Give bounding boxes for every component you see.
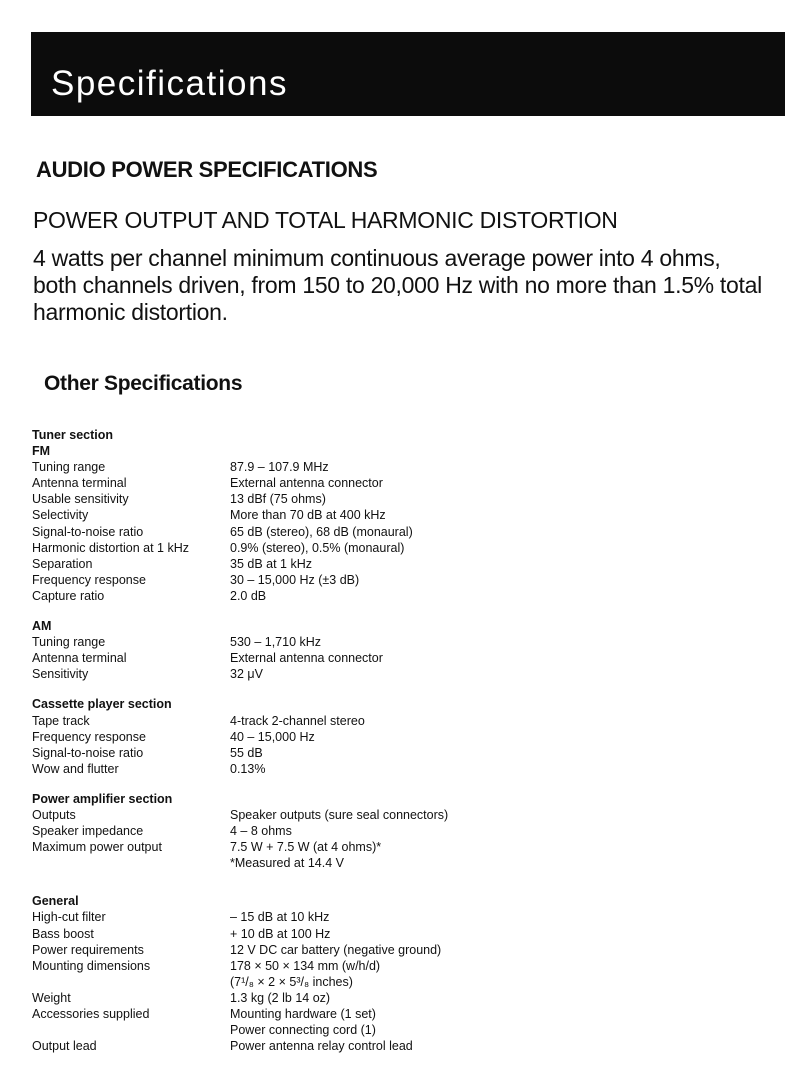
spec-row [32,909,592,925]
spec-label: Tape track [32,713,90,728]
spec-row [32,990,592,1006]
spec-value: 4-track 2-channel stereo [230,713,365,728]
spec-row [32,556,592,572]
fm-spec-table [32,459,592,604]
spec-label: Sensitivity [32,667,89,682]
spec-value: Power connecting cord (1) [230,1023,376,1038]
spec-list [32,427,592,1054]
spec-value: External antenna connector [230,651,383,666]
spec-label: Mounting dimensions [32,958,151,973]
general-section-heading: General [32,894,79,909]
spec-label: Harmonic distortion at 1 kHz [32,540,190,555]
power-output-paragraph: 4 watts per channel minimum continuous average power into 4 ohms, both channels driven, from 150 to 20,000 Hz with no more than 1.5% total harmonic distortion. [33,245,762,325]
spec-row [32,823,592,839]
spec-label: Signal-to-noise ratio [32,524,144,539]
spec-label: Antenna terminal [32,476,127,491]
spec-row [32,572,592,588]
spec-label: Separation [32,556,93,571]
spec-label: Frequency response [32,729,146,744]
spec-value: 35 dB at 1 kHz [230,556,312,571]
spec-row [32,1038,592,1054]
spec-row [32,475,592,491]
spec-row [32,713,592,729]
spec-value: 12 V DC car battery (negative ground) [230,942,442,957]
spec-label: Tuning range [32,460,106,475]
spec-label: Usable sensitivity [32,492,129,507]
amplifier-spec-table [32,807,592,871]
spec-value: External antenna connector [230,476,383,491]
spec-label: Capture ratio [32,588,105,603]
spec-label: Outputs [32,807,76,822]
spec-value: 0.9% (stereo), 0.5% (monaural) [230,540,405,555]
cassette-section-heading: Cassette player section [32,697,172,712]
spec-value: 0.13% [230,761,266,776]
spec-value: 4 – 8 ohms [230,824,292,839]
page-title: Specifications [51,64,288,103]
cassette-spec-table [32,713,592,777]
spec-row [32,729,592,745]
spec-value: 32 μV [230,667,263,682]
spec-value: 2.0 dB [230,588,267,603]
spec-label: Speaker impedance [32,824,144,839]
spec-row [32,459,592,475]
spec-row [32,634,592,650]
audio-power-heading: AUDIO POWER SPECIFICATIONS [36,157,378,182]
spec-row [32,745,592,761]
spec-value: Mounting hardware (1 set) [230,1007,376,1021]
spacer [32,604,592,618]
spec-value: 87.9 – 107.9 MHz [230,460,329,475]
spec-value: Speaker outputs (sure seal connectors) [230,807,449,822]
spec-label: Antenna terminal [32,651,127,666]
spec-label: Frequency response [32,572,146,587]
spacer [32,777,592,791]
spec-label: Signal-to-noise ratio [32,745,144,760]
spec-row [32,540,592,556]
spec-label: Weight [32,990,71,1005]
spec-label: Wow and flutter [32,761,119,776]
power-output-subheading: POWER OUTPUT AND TOTAL HARMONIC DISTORTION [33,207,618,233]
spec-row [32,942,592,958]
spec-label: Maximum power output [32,840,162,855]
spacer [32,871,592,893]
amplifier-section-heading: Power amplifier section [32,791,173,806]
spec-value: 40 – 15,000 Hz [230,729,315,744]
spec-value: 1.3 kg (2 lb 14 oz) [230,990,331,1005]
spec-label: Power requirements [32,942,144,957]
spec-label [32,974,230,990]
spec-value: 178 × 50 × 134 mm (w/h/d) [230,958,381,973]
spec-value: 13 dBf (75 ohms) [230,492,326,507]
tuner-section-heading: Tuner section [32,428,114,442]
spec-value: 7.5 W + 7.5 W (at 4 ohms)* [230,840,382,855]
spec-row [32,855,592,871]
fm-heading: FM [32,444,51,459]
spec-row [32,926,592,942]
spec-row [32,1022,592,1038]
spec-row [32,839,592,855]
spec-value: 65 dB (stereo), 68 dB (monaural) [230,524,413,539]
spec-value: + 10 dB at 100 Hz [230,926,331,941]
spec-value: 55 dB [230,745,263,760]
spec-label: High-cut filter [32,910,106,925]
spec-label: Output lead [32,1039,97,1054]
spec-value: More than 70 dB at 400 kHz [230,508,386,523]
title-banner [31,32,785,116]
spec-label: Selectivity [32,508,89,523]
spec-label: Tuning range [32,635,106,650]
spec-row [32,1006,592,1022]
spec-value: 30 – 15,000 Hz (±3 dB) [230,572,360,587]
spec-row [32,588,592,604]
spec-row [32,491,592,507]
spec-label: Accessories supplied [32,1007,150,1021]
spec-value: 530 – 1,710 kHz [230,635,322,650]
spec-value: Power antenna relay control lead [230,1039,413,1054]
spec-row [32,974,592,990]
spec-row [32,666,592,682]
spec-value: *Measured at 14.4 V [230,856,344,871]
general-spec-table [32,909,592,1054]
spec-row [32,807,592,823]
spec-label [32,855,230,871]
spec-row [32,507,592,523]
spec-row [32,958,592,974]
spec-label [32,1022,230,1038]
am-heading: AM [32,619,52,634]
spec-value: (7¹/₈ × 2 × 5³/₈ inches) [230,974,353,989]
spec-value: – 15 dB at 10 kHz [230,910,330,925]
spec-row [32,650,592,666]
spec-row [32,524,592,540]
spec-label: Bass boost [32,926,94,941]
spacer [32,682,592,696]
am-spec-table [32,634,592,682]
other-specifications-heading: Other Specifications [44,372,243,395]
spec-row [32,761,592,777]
